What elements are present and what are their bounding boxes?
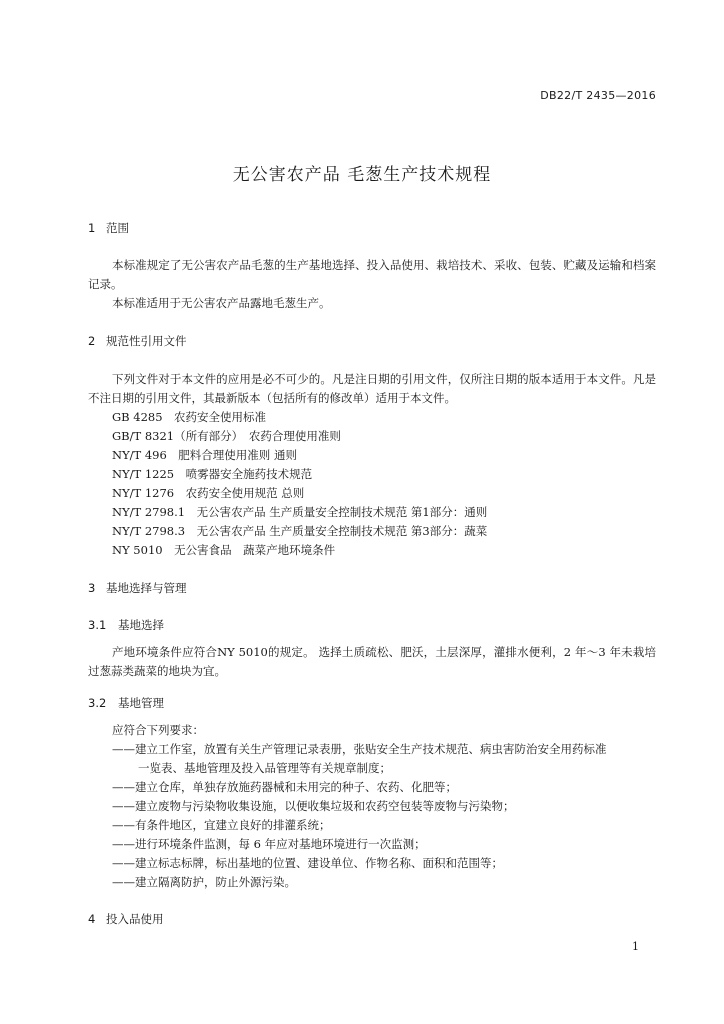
paragraph: 产地环境条件应符合NY 5010的规定。 选择土质疏松、肥沃，土层深厚，灌排水便利，2 年～3 年未栽培过葱蒜类蔬菜的地块为宜。 (88, 645, 656, 678)
section-title: 基地选择 (118, 618, 164, 632)
section-title: 投入品使用 (106, 912, 164, 926)
page-number: 1 (632, 940, 639, 953)
document-code: DB22/T 2435—2016 (540, 89, 656, 102)
section-number: 2 (88, 334, 96, 348)
reference-item: NY/T 1276 农药安全使用规范 总则 (112, 486, 305, 500)
paragraph: 下列文件对于本文件的应用是必不可少的。凡是注日期的引用文件，仅所注日期的版本适用于本文件。凡是不注日期的引用文件，其最新版本（包括所有的修改单）适用于本文件。 (88, 372, 656, 405)
section-number: 1 (88, 221, 96, 235)
paragraph: 本标准规定了无公害农产品毛葱的生产基地选择、投入品使用、栽培技术、采收、包装、贮藏及运输和档案记录。 (88, 258, 656, 291)
section-title: 范围 (106, 221, 129, 235)
section-number: 3.2 (88, 696, 107, 710)
paragraph: 本标准适用于无公害农产品露地毛葱生产。 (112, 296, 331, 310)
list-item: ——建立废物与污染物收集设施，以便收集垃圾和农药空包装等废物与污染物； (112, 799, 515, 813)
list-item: ——有条件地区，宜建立良好的排灌系统； (112, 818, 331, 832)
reference-item: NY/T 2798.3 无公害农产品 生产质量安全控制技术规范 第3部分：蔬菜 (112, 524, 488, 538)
list-item-continuation: 一览表、基地管理及投入品管理等有关规章制度； (138, 761, 391, 775)
reference-item: GB 4285 农药安全使用标准 (112, 410, 267, 424)
section-number: 3.1 (88, 618, 107, 632)
section-3-1-heading (88, 617, 164, 633)
list-item: ——建立工作室，放置有关生产管理记录表册，张贴安全生产技术规范、病虫害防治安全用药标准 (112, 742, 607, 756)
list-item: ——进行环境条件监测，每 6 年应对基地环境进行一次监测； (112, 837, 426, 851)
section-2-heading (88, 333, 187, 349)
section-3-heading (88, 580, 187, 596)
reference-item: GB/T 8321（所有部分） 农药合理使用准则 (112, 429, 341, 443)
section-1-heading (88, 220, 129, 236)
list-item: ——建立标志标牌，标出基地的位置、建设单位、作物名称、面积和范围等； (112, 856, 503, 870)
reference-item: NY 5010 无公害食品 蔬菜产地环境条件 (112, 543, 336, 557)
reference-item: NY/T 2798.1 无公害农产品 生产质量安全控制技术规范 第1部分：通则 (112, 505, 488, 519)
section-number: 3 (88, 581, 96, 595)
reference-item: NY/T 496 肥料合理使用准则 通则 (112, 448, 297, 462)
paragraph: 应符合下列要求： (112, 723, 204, 737)
section-number: 4 (88, 912, 96, 926)
section-title: 基地选择与管理 (106, 581, 187, 595)
section-3-2-heading (88, 695, 164, 711)
reference-item: NY/T 1225 喷雾器安全施药技术规范 (112, 467, 313, 481)
section-4-heading (88, 911, 164, 927)
document-title: 无公害农产品 毛葱生产技术规程 (232, 165, 492, 185)
list-item: ——建立隔离防护，防止外源污染。 (112, 875, 296, 889)
list-item: ——建立仓库，单独存放施药器械和未用完的种子、农药、化肥等； (112, 780, 457, 794)
section-title: 规范性引用文件 (106, 334, 187, 348)
section-title: 基地管理 (118, 696, 164, 710)
